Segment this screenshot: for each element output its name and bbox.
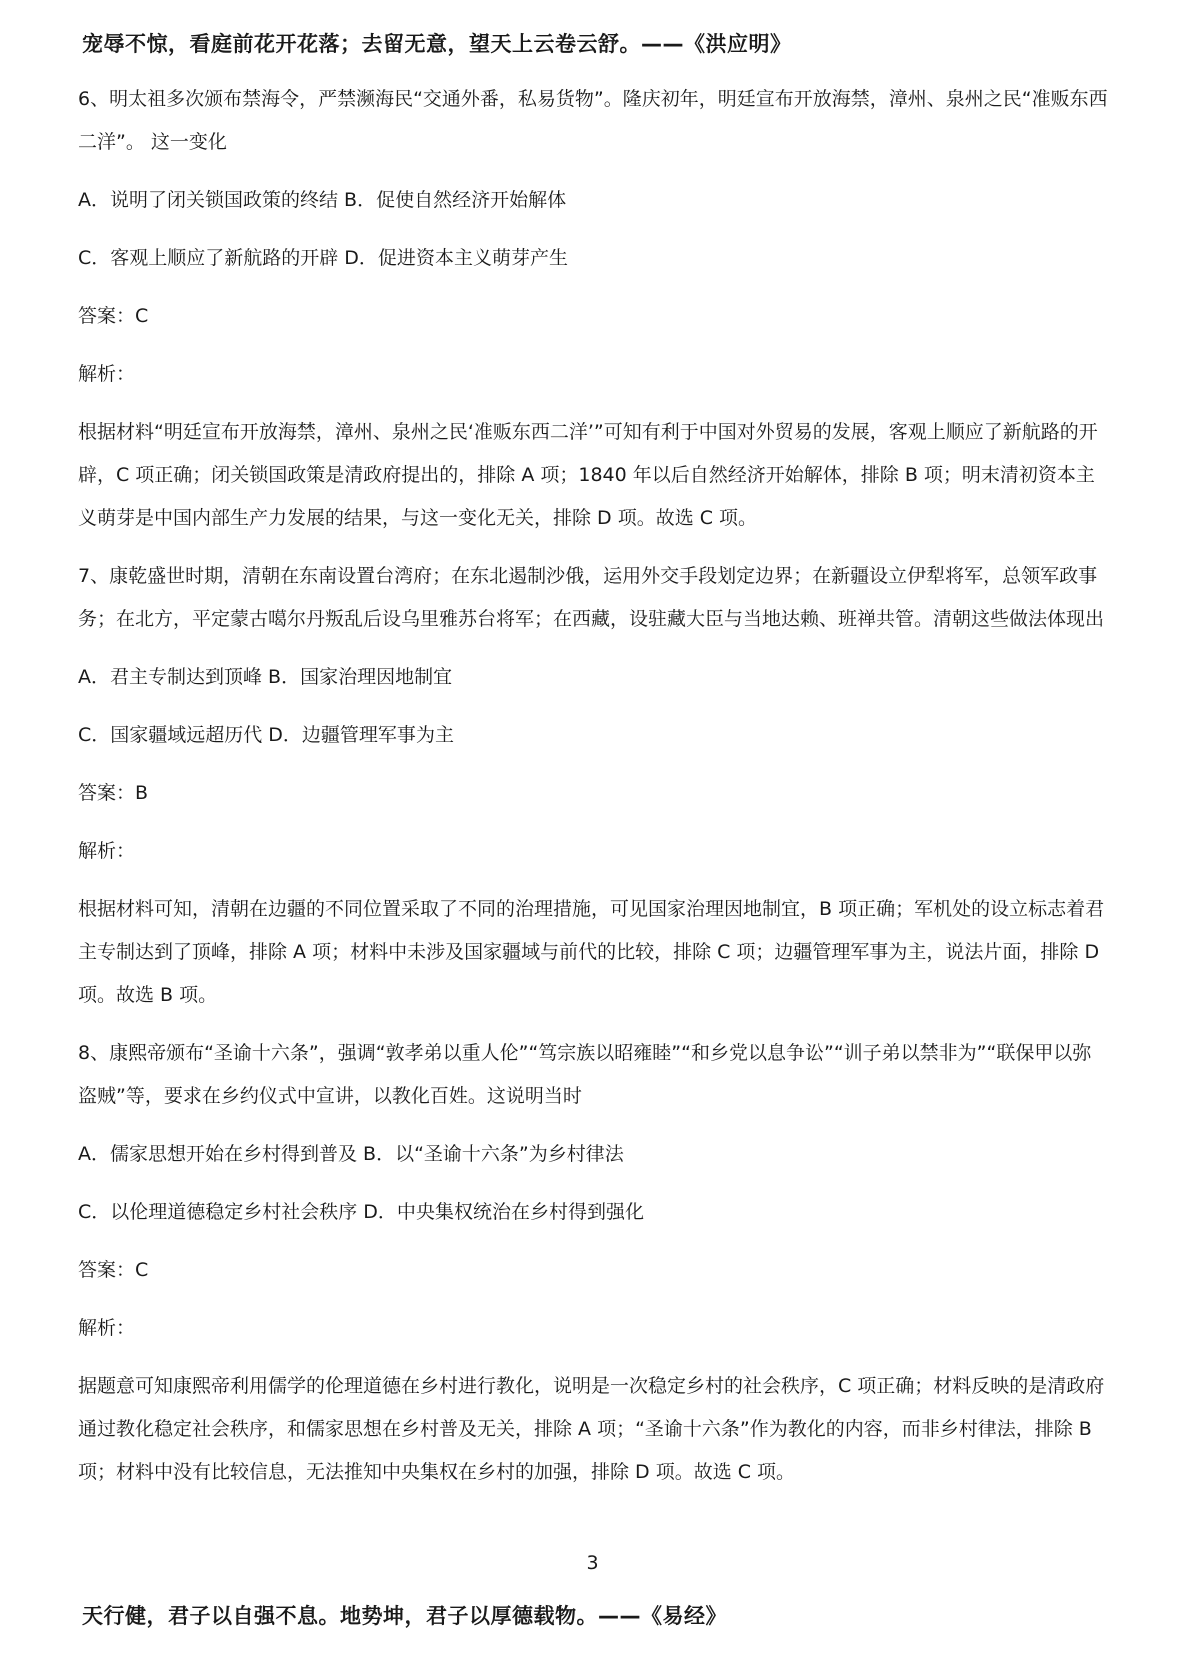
document-body: [78, 78, 1108, 1509]
question-answer: 答案：B: [78, 782, 149, 804]
question-7: [78, 555, 1108, 1017]
question-options: C．国家疆域远超历代 D．边疆管理军事为主: [78, 724, 454, 746]
question-8: [78, 1032, 1108, 1494]
analysis-label: 解析：: [78, 1317, 136, 1339]
question-6: [78, 78, 1108, 540]
question-stem: 8、康熙帝颁布“圣谕十六条”，强调“敦孝弟以重人伦”“笃宗族以昭雍睦”“和乡党以息争讼”“训子弟以禁非为”“联保甲以弥盗贼”等，要求在乡约仪式中宣讲，以教化百姓。这说明当时: [78, 1042, 1092, 1107]
question-stem: 6、明太祖多次颁布禁海令，严禁濒海民“交通外番，私易货物”。隆庆初年，明廷宣布开放海禁，漳州、泉州之民“准贩东西二洋”。 这一变化: [78, 88, 1108, 153]
analysis-text: 据题意可知康熙帝利用儒学的伦理道德在乡村进行教化，说明是一次稳定乡村的社会秩序，C 项正确；材料反映的是清政府通过教化稳定社会秩序，和儒家思想在乡村普及无关，排除 A 项；“圣谕十六条”作为教化的内容，而非乡村律法，排除 B 项；材料中没有比较信息，无法推知中央集权在乡村的加强，排除 D 项。故选 C 项。: [78, 1375, 1105, 1483]
question-options: A．说明了闭关锁国政策的终结 B．促使自然经济开始解体: [78, 189, 567, 211]
analysis-text: 根据材料可知，清朝在边疆的不同位置采取了不同的治理措施，可见国家治理因地制宜，B 项正确；军机处的设立标志着君主专制达到了顶峰，排除 A 项；材料中未涉及国家疆域与前代的比较，排除 C 项；边疆管理军事为主，说法片面，排除 D 项。故选 B 项。: [78, 898, 1105, 1006]
question-answer: 答案：C: [78, 305, 149, 327]
question-answer: 答案：C: [78, 1259, 149, 1281]
question-options: C．以伦理道德稳定乡村社会秩序 D．中央集权统治在乡村得到强化: [78, 1201, 644, 1223]
question-options: C．客观上顺应了新航路的开辟 D．促进资本主义萌芽产生: [78, 247, 568, 269]
header-quote: 宠辱不惊，看庭前花开花落；去留无意，望天上云卷云舒。——《洪应明》: [82, 32, 792, 56]
question-stem: 7、康乾盛世时期，清朝在东南设置台湾府；在东北遏制沙俄，运用外交手段划定边界；在新疆设立伊犁将军，总领军政事务；在北方，平定蒙古噶尔丹叛乱后设乌里雅苏台将军；在西藏，设驻藏大臣与当地达赖、班禅共管。清朝这些做法体现出: [78, 565, 1105, 630]
analysis-label: 解析：: [78, 363, 136, 385]
footer-quote: 天行健，君子以自强不息。地势坤，君子以厚德载物。——《易经》: [82, 1604, 727, 1628]
question-options: A．君主专制达到顶峰 B．国家治理因地制宜: [78, 666, 453, 688]
question-options: A．儒家思想开始在乡村得到普及 B．以“圣谕十六条”为乡村律法: [78, 1143, 624, 1165]
analysis-label: 解析：: [78, 840, 136, 862]
analysis-text: 根据材料“明廷宣布开放海禁，漳州、泉州之民‘准贩东西二洋’”可知有利于中国对外贸易的发展，客观上顺应了新航路的开辟，C 项正确；闭关锁国政策是清政府提出的，排除 A 项；1840 年以后自然经济开始解体，排除 B 项；明末清初资本主义萌芽是中国内部生产力发展的结果，与这一变化无关，排除 D 项。故选 C 项。: [78, 421, 1098, 529]
page-number: 3: [586, 1552, 599, 1574]
